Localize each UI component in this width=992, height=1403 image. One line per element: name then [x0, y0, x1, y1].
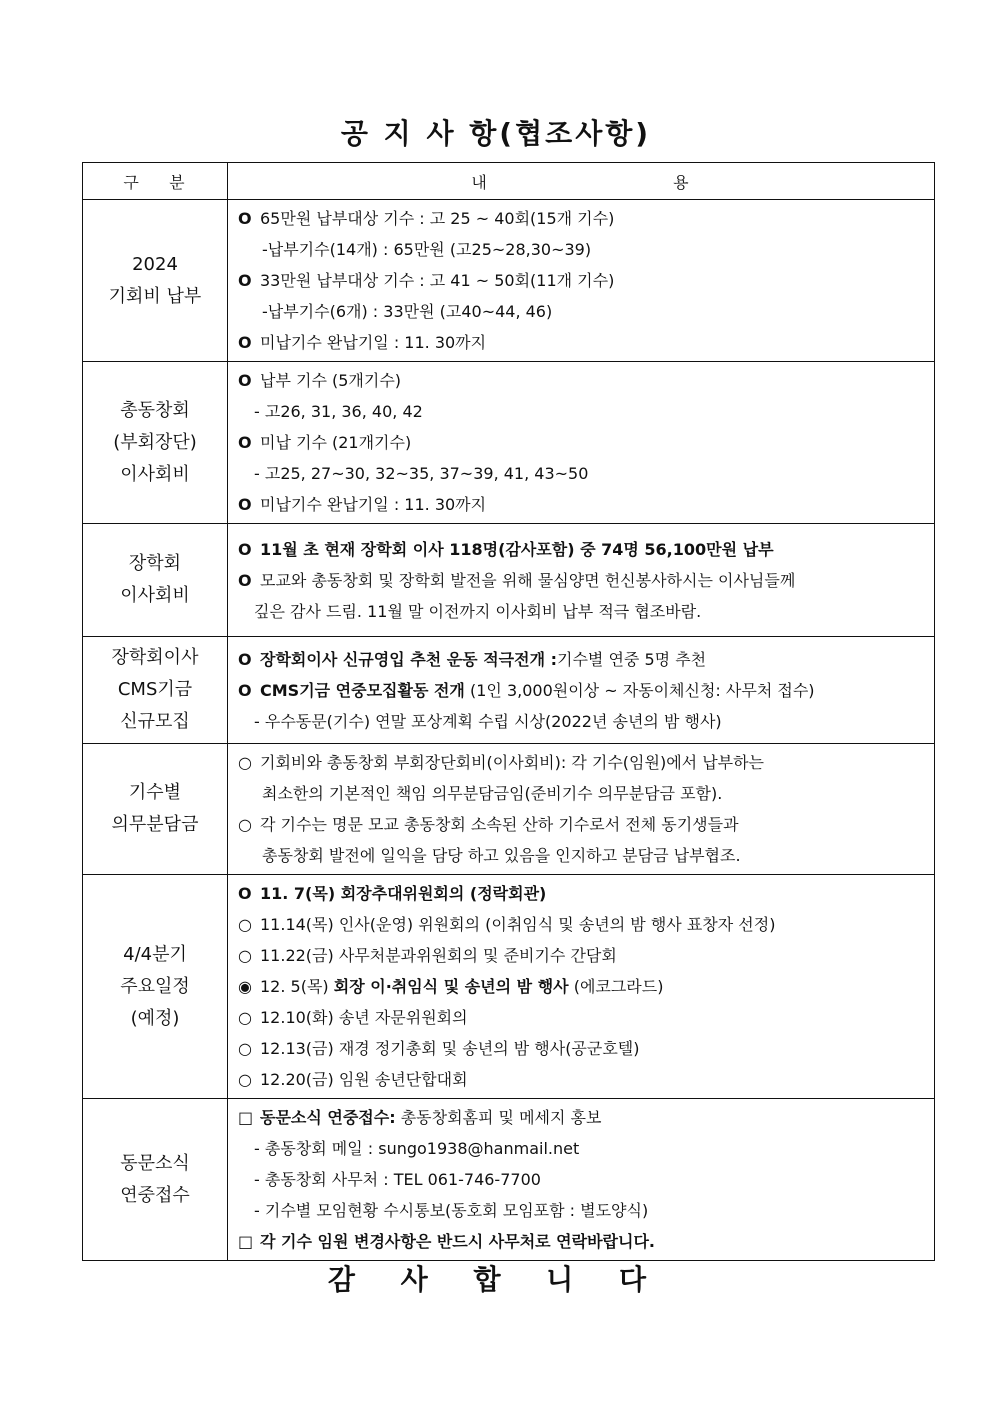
content-line: ○ 11.22(금) 사무처분과위원회의 및 준비기수 간담회 [238, 940, 926, 971]
square-marker-icon: □ [238, 1108, 254, 1127]
content-line: ○ 기회비와 총동창회 부회장단회비(이사회비): 각 기수(임원)에서 납부하는 [238, 747, 926, 778]
row-content [228, 1099, 935, 1261]
content-line: ○ 12.20(금) 임원 송년단합대회 [238, 1064, 926, 1095]
row-content [228, 524, 935, 637]
table-row [83, 362, 935, 524]
category-line: 기수별 [128, 782, 182, 803]
content-line: - 고26, 31, 36, 40, 42 [254, 402, 423, 421]
circle-marker-icon: O [238, 433, 252, 452]
row-category [83, 875, 228, 1099]
category-line: 연중접수 [120, 1184, 190, 1206]
row-category [83, 1099, 228, 1261]
content-line: O 미납기수 완납기일 : 11. 30까지 [238, 327, 926, 358]
category-line: 주요일정 [120, 975, 190, 997]
notice-table [82, 162, 935, 1261]
circle-marker-icon: ○ [238, 1008, 252, 1027]
content-line: - 총동창회 메일 : sungo1938@hanmail.net [254, 1139, 580, 1158]
circle-marker-icon: O [238, 209, 252, 228]
content-line: O 11. 7(목) 회장추대위원회의 (정락회관) [238, 878, 926, 909]
row-category [83, 744, 228, 875]
category-line: 의무분담금 [111, 814, 199, 835]
content-line: 깊은 감사 드림. 11월 말 이전까지 이사회비 납부 적극 협조바람. [254, 601, 702, 621]
content-line: -납부기수(6개) : 33만원 (고40~44, 46) [262, 302, 553, 321]
row-category [83, 200, 228, 362]
content-line: - 총동창회 사무처 : TEL 061-746-7700 [254, 1170, 541, 1189]
circle-marker-icon: O [238, 333, 252, 352]
category-line: 동문소식 [120, 1152, 190, 1174]
circle-marker-icon: ○ [238, 946, 252, 965]
content-line: ◉ 12. 5(목) 회장 이·취임식 및 송년의 밤 행사 (에코그라드) [238, 971, 926, 1002]
row-content [228, 637, 935, 744]
content-line: O 미납기수 완납기일 : 11. 30까지 [238, 489, 926, 520]
row-content [228, 875, 935, 1099]
category-line: 2024 [132, 253, 178, 275]
row-content [228, 744, 935, 875]
header-content: 내 용 [228, 163, 935, 200]
table-row [83, 200, 935, 362]
circle-marker-icon: ○ [238, 1070, 252, 1089]
content-line: - 기수별 모임현황 수시통보(동호회 모임포함 : 별도양식) [254, 1201, 649, 1220]
content-line: □ 각 기수 임원 변경사항은 반드시 사무처로 연락바랍니다. [238, 1226, 926, 1257]
content-line: O 65만원 납부대상 기수 : 고 25 ~ 40회(15개 기수) [238, 203, 926, 234]
table-row [83, 637, 935, 744]
circle-marker-icon: ○ [238, 915, 252, 934]
circle-marker-icon: O [238, 884, 252, 903]
category-line: 이사회비 [120, 463, 190, 485]
row-content [228, 362, 935, 524]
circle-marker-icon: O [238, 680, 252, 700]
circle-marker-icon: O [238, 271, 252, 290]
page-title: 공 지 사 항(협조사항) [340, 117, 652, 150]
circle-marker-icon: ○ [238, 753, 252, 772]
content-line: O 33만원 납부대상 기수 : 고 41 ~ 50회(11개 기수) [238, 265, 926, 296]
category-line: 신규모집 [120, 711, 190, 732]
category-line: 4/4분기 [123, 943, 187, 965]
category-line: 총동창회 [120, 399, 190, 421]
category-line: (부회장단) [113, 431, 197, 453]
content-line: ○ 12.10(화) 송년 자문위원회의 [238, 1002, 926, 1033]
circle-marker-icon: O [238, 570, 252, 590]
category-line: 이사회비 [120, 585, 190, 606]
content-line: O 미납 기수 (21개기수) [238, 427, 926, 458]
content-line: ○ 12.13(금) 재경 정기총회 및 송년의 밤 행사(공군호텔) [238, 1033, 926, 1064]
content-line: O CMS기금 연중모집활동 전개 (1인 3,000원이상 ~ 자동이체신청: 사무처 접수) [238, 675, 926, 706]
row-content [228, 200, 935, 362]
content-line: O 모교와 총동창회 및 장학회 발전을 위해 물심양면 헌신봉사하시는 이사님들께 [238, 565, 926, 596]
row-category [83, 637, 228, 744]
table-row [83, 744, 935, 875]
category-line: CMS기금 [117, 679, 193, 700]
content-line: 최소한의 기본적인 책임 의무분담금임(준비기수 의무분담금 포함). [262, 784, 723, 803]
circle-marker-icon: O [238, 371, 252, 390]
circle-marker-icon: O [238, 539, 252, 559]
category-line: (예정) [130, 1007, 180, 1029]
table-row [83, 875, 935, 1099]
content-line: -납부기수(14개) : 65만원 (고25~28,30~39) [262, 240, 592, 259]
bullseye-marker-icon: ◉ [238, 977, 252, 996]
category-line: 장학회이사 [111, 647, 199, 668]
table-header-row [83, 163, 935, 200]
content-line: ○ 11.14(목) 인사(운영) 위원회의 (이취임식 및 송년의 밤 행사 표창자 선정) [238, 909, 926, 940]
content-line: O 납부 기수 (5개기수) [238, 365, 926, 396]
category-line: 장학회 [128, 553, 182, 574]
content-line: - 고25, 27~30, 32~35, 37~39, 41, 43~50 [254, 464, 589, 483]
table-row [83, 1099, 935, 1261]
content-line: 총동창회 발전에 일익을 담당 하고 있음을 인지하고 분담금 납부협조. [262, 846, 741, 865]
closing-thanks: 감 사 합 니 다 [327, 1263, 665, 1296]
table-row [83, 524, 935, 637]
circle-marker-icon: ○ [238, 1039, 252, 1058]
content-line: ○ 각 기수는 명문 모교 총동창회 소속된 산하 기수로서 전체 동기생들과 [238, 809, 926, 840]
circle-marker-icon: O [238, 495, 252, 514]
row-category [83, 362, 228, 524]
square-marker-icon: □ [238, 1232, 254, 1251]
circle-marker-icon: O [238, 649, 252, 669]
content-line: □ 동문소식 연중접수: 총동창회홈피 및 메세지 홍보 [238, 1102, 926, 1133]
content-line: O 11월 초 현재 장학회 이사 118명(감사포함) 중 74명 56,100만원 납부 [238, 534, 926, 565]
content-line: O 장학회이사 신규영입 추천 운동 적극전개 :기수별 연중 5명 추천 [238, 644, 926, 675]
header-category: 구 분 [83, 163, 228, 200]
category-line: 기회비 납부 [108, 285, 202, 307]
row-category [83, 524, 228, 637]
content-line: - 우수동문(기수) 연말 포상계획 수립 시상(2022년 송년의 밤 행사) [254, 711, 722, 731]
circle-marker-icon: ○ [238, 815, 252, 834]
